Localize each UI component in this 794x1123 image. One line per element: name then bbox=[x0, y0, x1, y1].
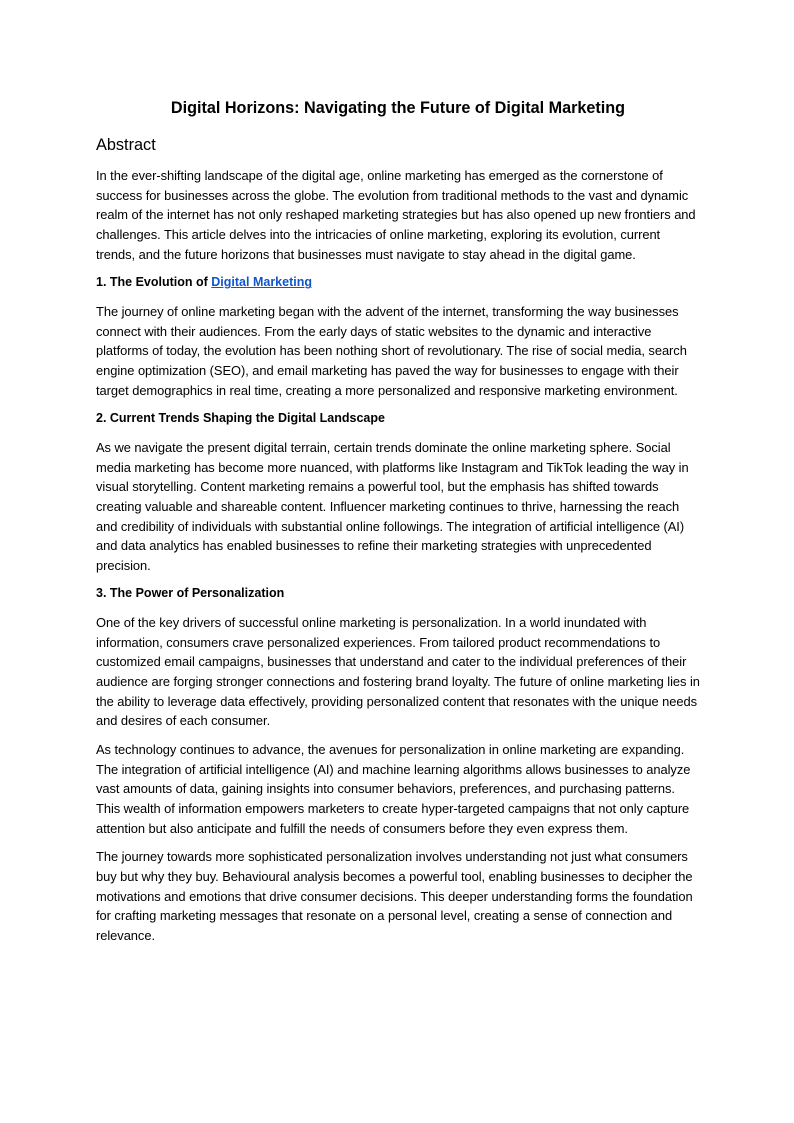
section-heading-personalization: 3. The Power of Personalization bbox=[96, 586, 285, 601]
document-title: Digital Horizons: Navigating the Future of Digital Marketing bbox=[170, 99, 626, 117]
section-paragraph: As technology continues to advance, the avenues for personalization in online marketing are expanding. The integration of artificial intelligence (AI) and machine learning algorithms allows businesses to analyze vast amounts of data, gaining insights into consumer behaviors, preferences, and purchasing patterns. This wealth of information empowers marketers to create hyper-targeted campaigns that not only capture attention but also anticipate and fulfill the needs of consumers before they even express them. bbox=[96, 742, 691, 836]
abstract-heading: Abstract bbox=[96, 136, 156, 154]
section-paragraph: The journey of online marketing began with the advent of the internet, transforming the way businesses connect with their audiences. From the early days of static websites to the dynamic and interactive platforms of today, the evolution has been nothing short of revolutionary. The rise of social media, search engine optimization (SEO), and email marketing has paved the way for businesses to engage with their target demographics in real time, creating a more personalized and responsive marketing environment. bbox=[96, 303, 687, 398]
section-paragraph: The journey towards more sophisticated personalization involves understanding not just what consumers buy but why they buy. Behavioural analysis becomes a powerful tool, enabling businesses to decipher the motivations and emotions that drive consumer decisions. This deeper understanding forms the foundation for crafting marketing messages that resonate on a personal level, creating a sense of connection and relevance. bbox=[96, 849, 693, 943]
document-page bbox=[96, 97, 700, 955]
section-heading-evolution-text: 1. The Evolution of bbox=[96, 275, 212, 290]
abstract-paragraph: In the ever-shifting landscape of the digital age, online marketing has emerged as the cornerstone of success for businesses across the globe. The evolution from traditional methods to the vast and dynamic realm of the internet has not only reshaped marketing strategies but has also opened up new frontiers and challenges. This article delves into the intricacies of online marketing, exploring its evolution, current trends, and the future horizons that businesses must navigate to stay ahead in the digital game. bbox=[96, 168, 696, 262]
digital-marketing-link[interactable]: Digital Marketing bbox=[211, 275, 312, 290]
section-paragraph: As we navigate the present digital terrain, certain trends dominate the online marketing sphere. Social media marketing has become more nuanced, with platforms like Instagram and TikTok leading the way in visual storytelling. Content marketing remains a powerful tool, but the emphasis has shifted towards creating valuable and shareable content. Influencer marketing continues to thrive, harnessing the reach and credibility of individuals with substantial online followings. The integration of artificial intelligence (AI) and data analytics has enabled businesses to refine their marketing strategies with unprecedented precision. bbox=[96, 439, 689, 573]
section-heading-evolution bbox=[96, 273, 700, 293]
section-paragraph: One of the key drivers of successful online marketing is personalization. In a world inundated with information, consumers crave personalized experiences. From tailored product recommendations to customized email campaigns, businesses that understand and cater to the individual preferences of their audience are forging stronger connections and fostering brand loyalty. The future of online marketing lies in the ability to leverage data effectively, providing personalized content that resonates with the unique needs and desires of each consumer. bbox=[96, 615, 700, 729]
section-heading-current-trends: 2. Current Trends Shaping the Digital Landscape bbox=[96, 411, 385, 426]
